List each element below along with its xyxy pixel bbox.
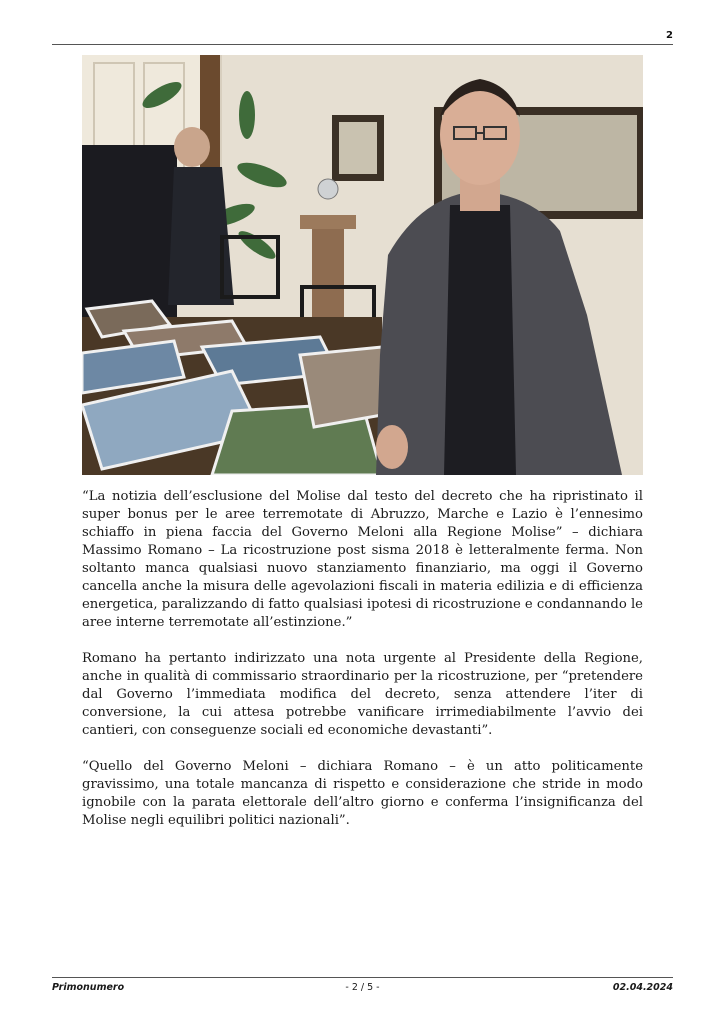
article-paragraph: “Quello del Governo Meloni – dichiara Romano – è un atto politicamente gravissimo, una totale mancanza di rispetto e considerazione che stride in modo ignobile con la parata elettorale dell’altro giorno e conferma l’insignificanza del Molise negli equilibri politici nazionali”. (82, 759, 643, 828)
footer-rule (52, 977, 673, 978)
footer-page-count: - 2 / 5 - (345, 982, 380, 993)
footer-source: Primonumero (52, 982, 125, 993)
article-paragraph: Romano ha pertanto indirizzato una nota urgente al Presidente della Regione, anche in qualità di commissario straordinario per la ricostruzione, per “pretendere dal Governo l’immediata modifica del decreto, senza attendere l’iter di conversione, la cui attesa potrebbe vanificare irrimediabilmente l’avvio dei cantieri, con conseguenze sociali ed economiche devastanti”. (82, 651, 643, 738)
article-paragraph: “La notizia dell’esclusione del Molise dal testo del decreto che ha ripristinato il super bonus per le aree terremotate di Abruzzo, Marche e Lazio è l’ennesimo schiaffo in piena faccia del Governo Meloni alla Regione Molise” – dichiara Massimo Romano – La ricostruzione post sisma 2018 è letteralmente ferma. Non soltanto manca qualsiasi nuovo stanziamento finanziario, ma oggi il Governo cancella anche la misura delle agevolazioni fiscali in materia edilizia e di efficienza energetica, paralizzando di fatto qualsiasi ipotesi di ricostruzione e condannando le aree interne terremotate all’estinzione.” (82, 489, 643, 630)
page-footer (52, 982, 673, 996)
footer-date: 02.04.2024 (612, 982, 673, 993)
article-photo (82, 55, 643, 475)
article-body (82, 488, 643, 848)
header-rule (52, 44, 673, 45)
page-number: 2 (666, 30, 673, 41)
